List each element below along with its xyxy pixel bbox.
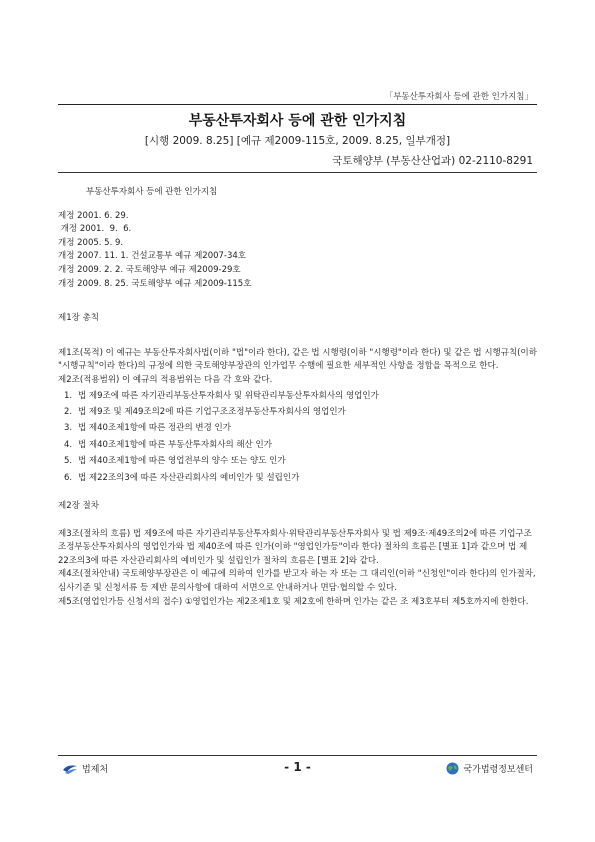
enforcement-meta: [시행 2009. 8.25] [예규 제2009-115호, 2009. 8.25, 일부개정] <box>144 135 451 147</box>
chapter-heading: 제2장 절차 <box>58 500 99 511</box>
footer-left-label: 법제처 <box>82 765 109 775</box>
header-rule <box>58 104 537 105</box>
history-line: 제정 2001. 6. 29. <box>58 210 129 221</box>
chapter-heading: 제1장 총칙 <box>58 313 99 324</box>
history-line: 개정 2007. 11. 1. 건설교통부 예규 제2007-34호 <box>58 251 247 262</box>
article-5: 제5조(영업인가등 신청서의 접수) ①영업인가는 제2조제1호 및 제2호에 한하며 인가는 같은 조 제3호부터 제5호까지에 한한다. <box>58 596 529 607</box>
page-number: - 1 - <box>284 760 311 774</box>
history-line: 개정 2009. 8. 25. 국토해양부 예규 제2009-115호 <box>58 278 252 289</box>
article-2: 제2조(적용범위) 이 예규의 적용범위는 다음 각 호와 같다. <box>58 374 273 385</box>
footer-rule <box>58 755 537 756</box>
document-body <box>58 186 537 609</box>
running-header: 「부동산투자회사 등에 관한 인가지침」 <box>384 92 533 102</box>
list-item: 3. 법 제40조제1항에 따른 정관의 변경 인가 <box>64 423 231 434</box>
inner-title: 부동산투자회사 등에 관한 인가지침 <box>86 187 218 197</box>
globe-icon <box>446 762 459 775</box>
list-item: 2. 법 제9조 및 제49조의2에 따른 기업구조조정부동산투자회사의 영업인가 <box>64 406 346 417</box>
list-item: 6. 법 제22조의3에 따른 자산관리회사의 예비인가 및 설립인가 <box>64 472 300 483</box>
amendment-history <box>58 210 537 292</box>
document-title: 부동산투자회사 등에 관한 인가지침 <box>188 113 407 129</box>
history-line: 개정 2001. 9. 6. <box>58 224 132 235</box>
history-line: 개정 2005. 5. 9. <box>58 237 124 248</box>
article-4: 제4조(절차안내) 국토해양부장관은 이 예규에 의하여 인가를 받고자 하는 자 또는 그 대리인(이하 "신청인"이라 한다)의 인가절차, 심사기준 및 신청서류 등 제반 문의사항에 대하여 서면으로 안내하거나 면담·협의할 수 있다. <box>58 569 536 593</box>
history-line: 개정 2009. 2. 2. 국토해양부 예규 제2009-29호 <box>58 264 241 275</box>
article-1: 제1조(목적) 이 예규는 부동산투자회사법(이하 "법"이라 한다), 같은 법 시행령(이하 "시행령"이라 한다) 및 같은 법 시행규칙(이하 "시행규칙"이라 한다)의 규정에 의한 국토해양부장관의 인가업무 수행에 필요한 세부적인 사항을 정함을 목적으로 한다. <box>58 347 537 372</box>
list-item: 5. 법 제40조제1항에 따른 영업전부의 양수 또는 양도 인가 <box>64 456 286 467</box>
list-item: 4. 법 제40조제1항에 따른 부동산투자회사의 해산 인가 <box>64 439 272 450</box>
ministry-contact: 국토해양부 (부동산산업과) 02-2110-8291 <box>332 155 533 167</box>
page-footer <box>58 760 537 780</box>
list-item: 1. 법 제9조에 따른 자기관리부동산투자회사 및 위탁관리부동산투자회사의 영업인가 <box>64 390 379 401</box>
article-2-list <box>58 388 537 486</box>
article-3: 제3조(절차의 흐름) 법 제9조에 따른 자기관리부동산투자회사·위탁관리부동산투자회사 및 법 제9조·제49조의2에 따른 기업구조조정부동산투자회사의 영업인가와 법 제40조에 따른 인가(이하 "영업인가등"이라 한다) 절차의 흐름은 [별표 1]과 같으며 법 제22조의3에 따른 자산관리회사의 예비인가 및 설립인가 절차의 흐름은 [별표 2]와 같다. <box>58 528 532 566</box>
title-rule <box>58 172 537 173</box>
footer-right-label: 국가법령정보센터 <box>463 765 533 775</box>
